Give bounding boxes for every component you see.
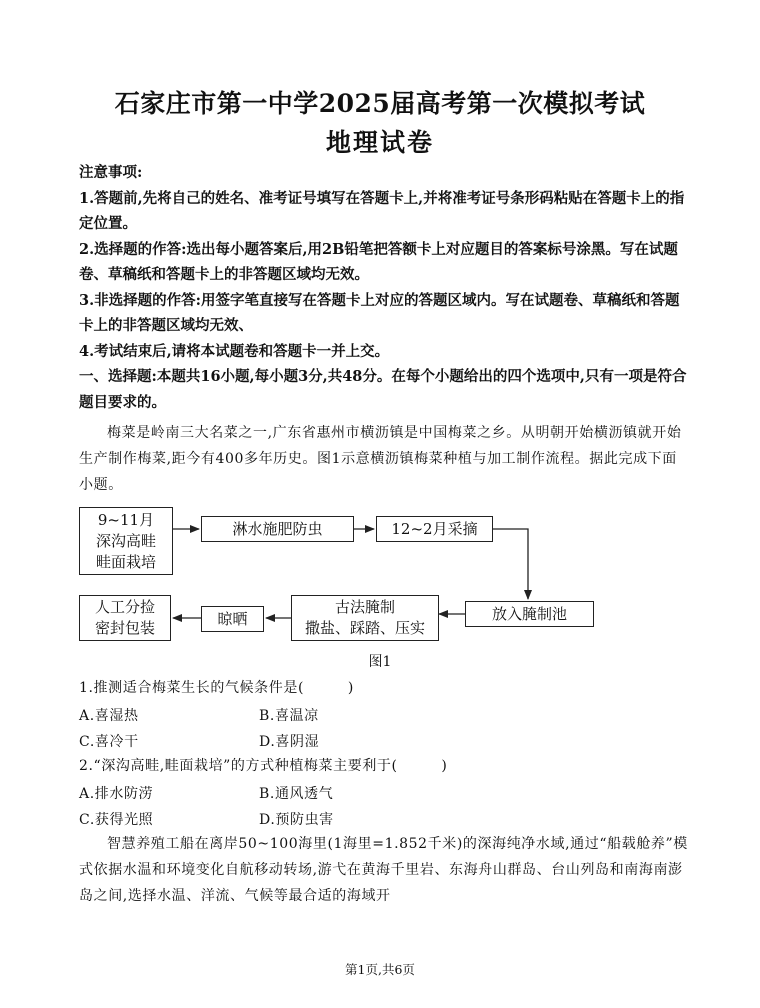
instructions-heading: 注意事项: xyxy=(79,164,143,181)
option[interactable]: A.喜湿热 xyxy=(79,708,139,724)
question-2 xyxy=(79,753,689,779)
instruction-item: 4.考试结束后,请将本试题卷和答题卡一并上交。 xyxy=(79,342,390,360)
question-2-stem: 2.“深沟高畦,畦面栽培”的方式种植梅菜主要利于( ) xyxy=(79,758,448,774)
passage-2 xyxy=(79,831,689,909)
option[interactable]: C.喜冷干 xyxy=(79,734,139,750)
option[interactable]: A.排水防涝 xyxy=(79,786,154,802)
instruction-item: 3.非选择题的作答:用签字笔直接写在答题卡上对应的答题区域内。写在试题卷、草稿纸和答题卡上的非答题区域均无效、 xyxy=(79,291,680,334)
passage-1 xyxy=(79,420,689,498)
option[interactable]: D.喜阴湿 xyxy=(259,734,320,750)
option[interactable]: B.通风透气 xyxy=(259,786,334,802)
question-1 xyxy=(79,675,689,701)
question-1-options xyxy=(79,701,689,753)
question-2-options xyxy=(79,779,689,831)
passage-1-text: 梅菜是岭南三大名菜之一,广东省惠州市横沥镇是中国梅菜之乡。从明朝开始横沥镇就开始生产制作梅菜,距今有400多年历史。图1示意横沥镇梅菜种植与加工制作流程。据此完成下面小题。 xyxy=(79,425,682,493)
option[interactable]: C.获得光照 xyxy=(79,812,154,828)
option[interactable]: B.喜温凉 xyxy=(259,708,319,724)
flow-step-drying: 晾晒 xyxy=(201,606,264,632)
flow-step-ancient-pickling: 古法腌制 撒盐、踩踏、压实 xyxy=(291,595,439,641)
option[interactable]: D.预防虫害 xyxy=(259,812,334,828)
flow-step-planting: 9~11月 深沟高畦 畦面栽培 xyxy=(79,507,173,575)
instruction-item: 1.答题前,先将自己的姓名、准考证号填写在答题卡上,并将准考证号条形码粘贴在答题卡上的指定位置。 xyxy=(79,189,685,232)
page-number: 第1页,共6页 xyxy=(345,962,415,977)
flow-step-watering: 淋水施肥防虫 xyxy=(201,516,354,542)
exam-subject: 地理试卷 xyxy=(325,128,434,157)
flow-step-packaging: 人工分捡 密封包装 xyxy=(79,595,171,641)
instructions xyxy=(79,160,689,415)
flow-step-harvest: 12~2月采摘 xyxy=(376,516,493,542)
figure-caption: 图1 xyxy=(368,654,392,670)
flow-step-pickling-pool: 放入腌制池 xyxy=(465,601,594,627)
instruction-item: 2.选择题的作答:选出每小题答案后,用2B铅笔把答额卡上对应题目的答案标号涂黑。写在试题卷、草稿纸和答题卡上的非答题区域均无效。 xyxy=(79,240,678,283)
passage-2-text: 智慧养殖工船在离岸50~100海里(1海里=1.852千米)的深海纯净水域,通过“船载舱养”模式依据水温和环境变化自航移动转场,游弋在黄海千里岩、东海舟山群岛、台山列岛和南海南澎岛之间,选择水温、洋流、气候等最合适的海域开 xyxy=(79,836,688,904)
section-heading: 一、选择题:本题共16小题,每小题3分,共48分。在每个小题给出的四个选项中,只有一项是符合题目要求的。 xyxy=(79,368,687,411)
question-1-stem: 1.推测适合梅菜生长的气候条件是( ) xyxy=(79,680,354,696)
exam-title: 石家庄市第一中学2025届高考第一次模拟考试 xyxy=(114,89,646,118)
arrow-s3-s4 xyxy=(493,529,528,599)
